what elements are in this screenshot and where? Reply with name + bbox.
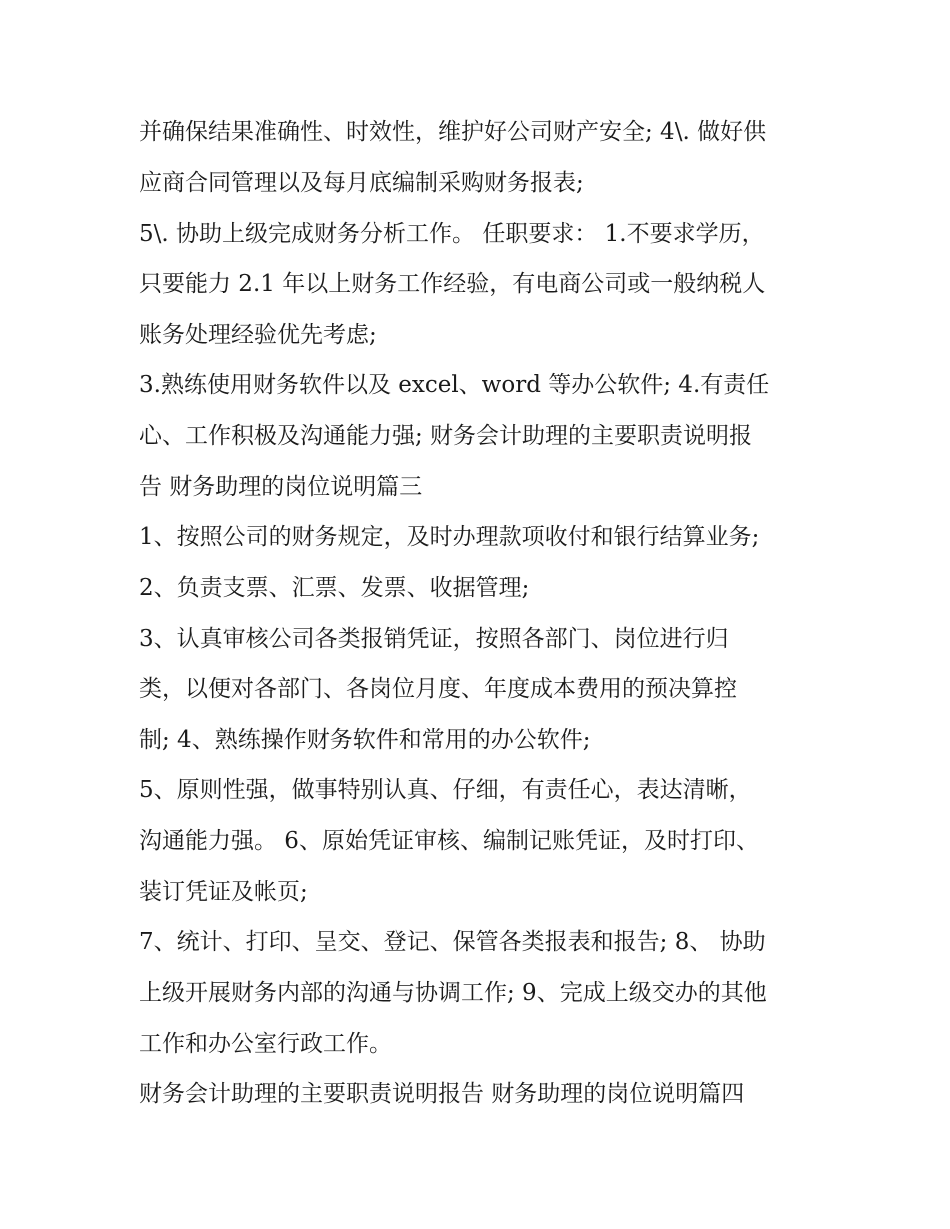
text-line: 心、工作积极及沟通能力强; 财务会计助理的主要职责说明报 <box>139 423 753 449</box>
text-line: 3.熟练使用财务软件以及 excel、word 等办公软件; 4.有责任 <box>139 372 770 398</box>
text-line: 类，以便对各部门、各岗位月度、年度成本费用的预决算控 <box>139 676 737 702</box>
text-line: 5、原则性强，做事特别认真、仔细，有责任心，表达清晰， <box>139 777 752 803</box>
text-line: 告 财务助理的岗位说明篇三 <box>139 474 423 500</box>
text-line: 沟通能力强。 6、原始凭证审核、编制记账凭证，及时打印、 <box>139 828 759 854</box>
text-line: 3、认真审核公司各类报销凭证，按照各部门、岗位进行归 <box>139 626 729 652</box>
text-line: 并确保结果准确性、时效性，维护好公司财产安全; 4\. 做好供 <box>139 119 767 145</box>
text-line: 5\. 协助上级完成财务分析工作。 任职要求： 1.不要求学历， <box>139 221 765 247</box>
text-line: 只要能力 2.1 年以上财务工作经验，有电商公司或一般纳税人 <box>139 271 766 297</box>
text-line: 财务会计助理的主要职责说明报告 财务助理的岗位说明篇四 <box>139 1081 745 1107</box>
text-line: 制; 4、熟练操作财务软件和常用的办公软件; <box>139 727 591 753</box>
text-line: 7、统计、打印、呈交、登记、保管各类报表和报告; 8、 协助 <box>139 929 766 955</box>
text-line: 上级开展财务内部的沟通与协调工作; 9、完成上级交办的其他 <box>139 980 767 1006</box>
text-line: 1、按照公司的财务规定，及时办理款项收付和银行结算业务; <box>139 524 760 550</box>
text-line: 装订凭证及帐页; <box>139 879 308 905</box>
text-line: 2、负责支票、汇票、发票、收据管理; <box>139 575 530 601</box>
text-line: 应商合同管理以及每月底编制采购财务报表; <box>139 170 584 196</box>
text-line: 工作和办公室行政工作。 <box>139 1031 392 1057</box>
text-line: 账务处理经验优先考虑; <box>139 322 377 348</box>
